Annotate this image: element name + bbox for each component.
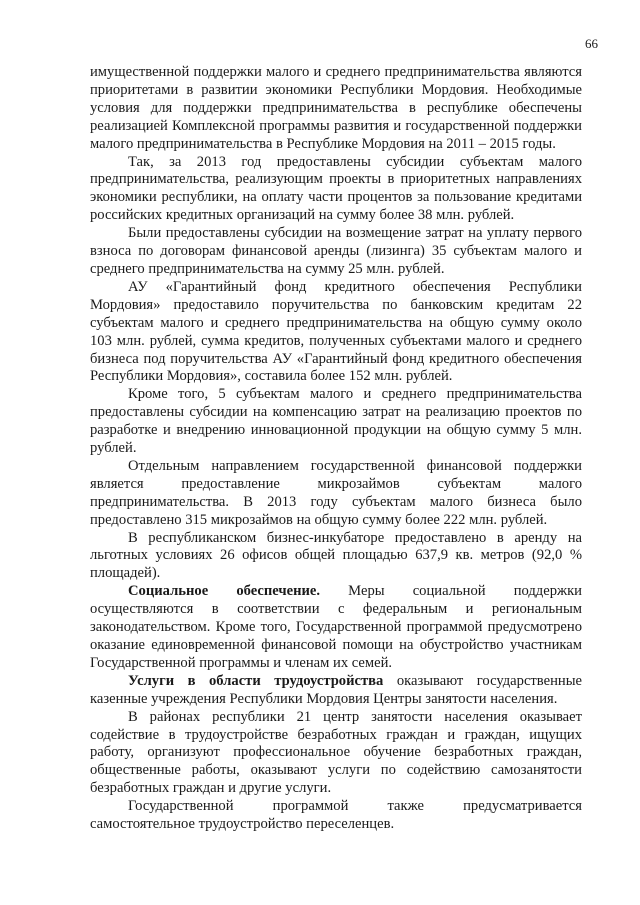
paragraph-innovation-subsidies: Кроме того, 5 субъектам малого и среднего предпринимательства предоставлены субсидии на компенсацию затрат на реализацию проектов по разработке и внедрению инновационной продукции на общую сумму 5 млн. рублей. (90, 386, 582, 457)
social-security-text: Меры социальной поддержки осуществляются в соответствии с федеральным и региональным законодательством. Кроме того, Государственной программой предусмотрено оказание единовременной финансовой помощи на обустройство участникам Государственной программы и членам их семей. (90, 583, 582, 671)
paragraph-interest-subsidies: Так, за 2013 год предоставлены субсидии субъектам малого предпринимательства, реализующим проекты в приоритетных направлениях экономики республики, на оплату части процентов за пользование кредитами российских кредитных организаций на сумму более 38 млн. рублей. (90, 153, 582, 224)
paragraph-leasing-subsidies: Были предоставлены субсидии на возмещение затрат на уплату первого взноса по договорам финансовой аренды (лизинга) 35 субъектам малого и среднего предпринимательства на сумму 25 млн. рублей. (90, 225, 582, 277)
heading-social-security: Социальное обеспечение. (128, 583, 321, 600)
paragraph-guarantee-fund: АУ «Гарантийный фонд кредитного обеспечения Республики Мордовия» предоставило поручительства по банковским кредитам 22 субъектам малого и среднего предпринимательства на общую сумму около 103 млн. рублей, сумма кредитов, полученных субъектами малого и среднего бизнеса под поручительства АУ «Гарантийный фонд кредитного обеспечения Республики Мордовия», составила более 152 млн. рублей. (90, 278, 582, 385)
page-number: 66 (585, 36, 598, 51)
paragraph-microloans: Отдельным направлением государственной финансовой поддержки является предоставление микрозаймов субъектам малого предпринимательства. В 2013 году субъектам малого бизнеса было предоставлено 315 микрозаймов на общую сумму более 222 млн. рублей. (90, 457, 582, 528)
paragraph-business-incubator: В республиканском бизнес-инкубаторе предоставлено в аренду на льготных условиях 26 офисов общей площадью 637,9 кв. метров (92,0 % площадей). (90, 529, 582, 582)
heading-employment-services: Услуги в области трудоустройства (128, 672, 384, 689)
paragraph-support-priorities: имущественной поддержки малого и среднего предпринимательства являются приоритетами в развитии экономики Республики Мордовия. Необходимые условия для поддержки предпринимательства в республике обеспечены реализацией Комплексной программы развития и государственной поддержки малого предпринимательства в Республике Мордовия на 2011 – 2015 годы. (90, 64, 582, 152)
paragraph-social-security (90, 583, 582, 673)
paragraph-employment-centers: В районах республики 21 центр занятости населения оказывает содействие в трудоустройстве безработных граждан и граждан, ищущих работу, организуют профессиональное обучение безработных граждан, общественные работы, оказывают услуги по содействию самозанятости безработных граждан и другие услуги. (90, 708, 582, 797)
paragraph-self-employment: Государственной программой также предусматривается самостоятельное трудоустройство переселенцев. (90, 798, 582, 833)
document-body (90, 64, 582, 834)
paragraph-employment-services (90, 673, 582, 709)
employment-services-text: оказывают государственные казенные учреждения Республики Мордовия Центры занятости населения. (90, 672, 582, 707)
